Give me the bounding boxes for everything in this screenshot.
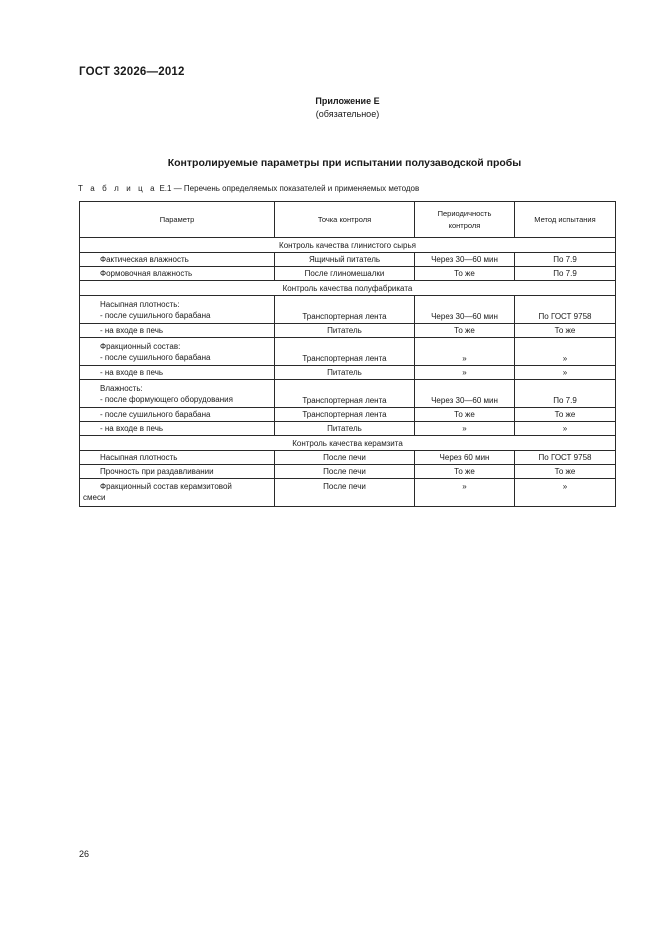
header-period bbox=[415, 202, 515, 238]
cell-period: » bbox=[415, 338, 515, 366]
cell-param: - на входе в печь bbox=[80, 324, 275, 338]
table-row bbox=[80, 408, 616, 422]
cell-period: Через 30—60 мин bbox=[415, 380, 515, 408]
section-row bbox=[80, 281, 616, 296]
param-line: смеси bbox=[83, 493, 106, 502]
section-keramzit: Контроль качества керамзита bbox=[80, 436, 616, 451]
cell-period: » bbox=[415, 479, 515, 507]
cell-point: Питатель bbox=[275, 324, 415, 338]
cell-param bbox=[80, 380, 275, 408]
table-row bbox=[80, 380, 616, 408]
cell-point: После печи bbox=[275, 465, 415, 479]
appendix-status: (обязательное) bbox=[315, 109, 380, 119]
table-row bbox=[80, 366, 616, 380]
cell-point: Транспортерная лента bbox=[275, 408, 415, 422]
table-row bbox=[80, 479, 616, 507]
table-caption-text: Е.1 — Перечень определяемых показателей и применяемых методов bbox=[159, 184, 420, 193]
param-title: Насыпная плотность: bbox=[100, 299, 180, 309]
cell-param: Прочность при раздавливании bbox=[80, 465, 275, 479]
parameters-table bbox=[79, 201, 616, 507]
table-row bbox=[80, 267, 616, 281]
cell-param: Формовочная влажность bbox=[80, 267, 275, 281]
cell-point: Питатель bbox=[275, 422, 415, 436]
cell-point: Транспортерная лента bbox=[275, 338, 415, 366]
cell-point: После печи bbox=[275, 451, 415, 465]
cell-param: - после сушильного барабана bbox=[80, 408, 275, 422]
cell-period: Через 30—60 мин bbox=[415, 253, 515, 267]
header-control-point: Точка контроля bbox=[275, 202, 415, 238]
cell-method: » bbox=[515, 479, 616, 507]
cell-method: То же bbox=[515, 408, 616, 422]
cell-period: » bbox=[415, 422, 515, 436]
cell-method: По 7.9 bbox=[515, 267, 616, 281]
table-row bbox=[80, 324, 616, 338]
header-method: Метод испытания bbox=[515, 202, 616, 238]
cell-param: Насыпная плотность bbox=[80, 451, 275, 465]
table-row bbox=[80, 451, 616, 465]
table-row bbox=[80, 296, 616, 324]
param-title: Фракционный состав: bbox=[100, 341, 181, 351]
table-row bbox=[80, 465, 616, 479]
cell-period: То же bbox=[415, 408, 515, 422]
section-row bbox=[80, 238, 616, 253]
table-row bbox=[80, 253, 616, 267]
section-clay: Контроль качества глинистого сырья bbox=[80, 238, 616, 253]
cell-period: » bbox=[415, 366, 515, 380]
cell-point: Ящичный питатель bbox=[275, 253, 415, 267]
cell-period: То же bbox=[415, 267, 515, 281]
header-period-line2: контроля bbox=[448, 220, 481, 230]
table-header-row bbox=[80, 202, 616, 238]
cell-param: - на входе в печь bbox=[80, 422, 275, 436]
cell-point: Транспортерная лента bbox=[275, 380, 415, 408]
cell-point: После глиномешалки bbox=[275, 267, 415, 281]
cell-method: » bbox=[515, 366, 616, 380]
section-semi: Контроль качества полуфабриката bbox=[80, 281, 616, 296]
cell-point: После печи bbox=[275, 479, 415, 507]
page-number: 26 bbox=[79, 849, 90, 859]
cell-method: То же bbox=[515, 465, 616, 479]
param-title: Влажность: bbox=[100, 383, 143, 393]
cell-method: То же bbox=[515, 324, 616, 338]
cell-period: Через 60 мин bbox=[415, 451, 515, 465]
header-period-line1: Периодичность bbox=[437, 208, 492, 218]
section-row bbox=[80, 436, 616, 451]
cell-method: По 7.9 bbox=[515, 253, 616, 267]
appendix-title: Приложение Е bbox=[315, 96, 380, 106]
cell-method: По ГОСТ 9758 bbox=[515, 451, 616, 465]
param-sub: - после формующего оборудования bbox=[100, 394, 233, 404]
cell-param bbox=[80, 296, 275, 324]
table-row bbox=[80, 338, 616, 366]
cell-param bbox=[80, 479, 275, 507]
cell-param: Фактическая влажность bbox=[80, 253, 275, 267]
table-row bbox=[80, 422, 616, 436]
page-title: Контролируемые параметры при испытании полузаводской пробы bbox=[167, 157, 522, 169]
cell-period: То же bbox=[415, 324, 515, 338]
cell-point: Питатель bbox=[275, 366, 415, 380]
cell-method: » bbox=[515, 422, 616, 436]
cell-param: - на входе в печь bbox=[80, 366, 275, 380]
param-line: Фракционный состав керамзитовой bbox=[100, 482, 232, 491]
cell-period: То же bbox=[415, 465, 515, 479]
cell-period: Через 30—60 мин bbox=[415, 296, 515, 324]
param-sub: - после сушильного барабана bbox=[100, 352, 211, 362]
cell-method: По ГОСТ 9758 bbox=[515, 296, 616, 324]
header-parameter: Параметр bbox=[80, 202, 275, 238]
table-caption bbox=[78, 184, 419, 193]
param-sub: - после сушильного барабана bbox=[100, 310, 211, 320]
cell-point: Транспортерная лента bbox=[275, 296, 415, 324]
cell-method: По 7.9 bbox=[515, 380, 616, 408]
document-header: ГОСТ 32026—2012 bbox=[79, 66, 185, 78]
cell-method: » bbox=[515, 338, 616, 366]
cell-param bbox=[80, 338, 275, 366]
table-label: Т а б л и ц а bbox=[78, 184, 158, 193]
